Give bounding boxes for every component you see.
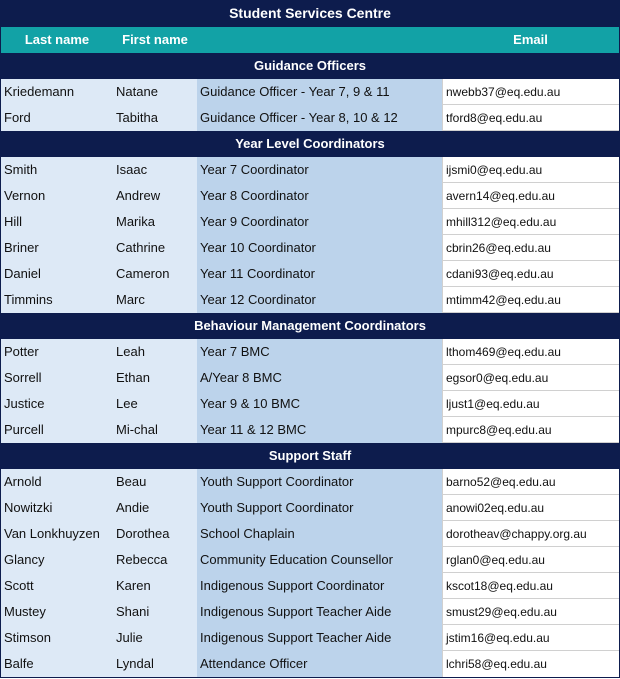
email-cell[interactable]: cdani93@eq.edu.au: [442, 261, 619, 287]
role-cell: Year 11 & 12 BMC: [197, 417, 442, 443]
table-row: [1, 79, 619, 105]
email-cell[interactable]: anowi02eq.edu.au: [442, 495, 619, 521]
email-cell[interactable]: avern14@eq.edu.au: [442, 183, 619, 209]
column-header-email: Email: [513, 32, 548, 47]
last-name-cell: Purcell: [1, 417, 113, 443]
first-name-cell: Marika: [113, 209, 197, 235]
section-heading: Support Staff: [1, 443, 619, 469]
table-row: [1, 391, 619, 417]
table-title: Student Services Centre: [1, 0, 619, 27]
section-heading: Guidance Officers: [1, 53, 619, 79]
table-row: [1, 573, 619, 599]
last-name-cell: Smith: [1, 157, 113, 183]
table-row: [1, 417, 619, 443]
first-name-cell: Andrew: [113, 183, 197, 209]
table-row: [1, 651, 619, 677]
role-cell: Indigenous Support Teacher Aide: [197, 599, 442, 625]
table-body: [1, 53, 619, 677]
role-cell: Community Education Counsellor: [197, 547, 442, 573]
last-name-cell: Hill: [1, 209, 113, 235]
table-row: [1, 365, 619, 391]
table-row: [1, 625, 619, 651]
email-cell[interactable]: ljust1@eq.edu.au: [442, 391, 619, 417]
first-name-cell: Julie: [113, 625, 197, 651]
role-cell: Youth Support Coordinator: [197, 469, 442, 495]
first-name-cell: Andie: [113, 495, 197, 521]
last-name-cell: Stimson: [1, 625, 113, 651]
email-cell[interactable]: mhill312@eq.edu.au: [442, 209, 619, 235]
last-name-cell: Mustey: [1, 599, 113, 625]
first-name-cell: Marc: [113, 287, 197, 313]
email-cell[interactable]: tford8@eq.edu.au: [442, 105, 619, 131]
email-cell[interactable]: mtimm42@eq.edu.au: [442, 287, 619, 313]
last-name-cell: Vernon: [1, 183, 113, 209]
last-name-cell: Kriedemann: [1, 79, 113, 105]
email-cell[interactable]: ijsmi0@eq.edu.au: [442, 157, 619, 183]
email-cell[interactable]: kscot18@eq.edu.au: [442, 573, 619, 599]
last-name-cell: Sorrell: [1, 365, 113, 391]
last-name-cell: Arnold: [1, 469, 113, 495]
email-cell[interactable]: lchri58@eq.edu.au: [442, 651, 619, 677]
role-cell: Guidance Officer - Year 8, 10 & 12: [197, 105, 442, 131]
role-cell: Year 10 Coordinator: [197, 235, 442, 261]
role-cell: School Chaplain: [197, 521, 442, 547]
first-name-cell: Tabitha: [113, 105, 197, 131]
first-name-cell: Lyndal: [113, 651, 197, 677]
table-row: [1, 157, 619, 183]
role-cell: Year 7 Coordinator: [197, 157, 442, 183]
email-cell[interactable]: lthom469@eq.edu.au: [442, 339, 619, 365]
role-cell: A/Year 8 BMC: [197, 365, 442, 391]
first-name-cell: Lee: [113, 391, 197, 417]
role-cell: Guidance Officer - Year 7, 9 & 11: [197, 79, 442, 105]
column-header-last-name: Last name: [24, 32, 90, 47]
last-name-cell: Scott: [1, 573, 113, 599]
role-cell: Indigenous Support Coordinator: [197, 573, 442, 599]
last-name-cell: Justice: [1, 391, 113, 417]
role-cell: Attendance Officer: [197, 651, 442, 677]
role-cell: Year 11 Coordinator: [197, 261, 442, 287]
email-cell[interactable]: egsor0@eq.edu.au: [442, 365, 619, 391]
column-header-row: [1, 27, 619, 53]
table-row: [1, 495, 619, 521]
last-name-cell: Van Lonkhuyzen: [1, 521, 113, 547]
table-row: [1, 599, 619, 625]
last-name-cell: Ford: [1, 105, 113, 131]
email-cell[interactable]: jstim16@eq.edu.au: [442, 625, 619, 651]
last-name-cell: Daniel: [1, 261, 113, 287]
role-cell: Year 9 & 10 BMC: [197, 391, 442, 417]
email-cell[interactable]: rglan0@eq.edu.au: [442, 547, 619, 573]
first-name-cell: Rebecca: [113, 547, 197, 573]
email-cell[interactable]: smust29@eq.edu.au: [442, 599, 619, 625]
table-row: [1, 339, 619, 365]
last-name-cell: Timmins: [1, 287, 113, 313]
first-name-cell: Dorothea: [113, 521, 197, 547]
table-row: [1, 183, 619, 209]
role-cell: Youth Support Coordinator: [197, 495, 442, 521]
table-row: [1, 209, 619, 235]
first-name-cell: Leah: [113, 339, 197, 365]
role-cell: Year 7 BMC: [197, 339, 442, 365]
role-cell: Year 12 Coordinator: [197, 287, 442, 313]
table-row: [1, 105, 619, 131]
email-cell[interactable]: dorotheav@chappy.org.au: [442, 521, 619, 547]
table-row: [1, 287, 619, 313]
email-cell[interactable]: barno52@eq.edu.au: [442, 469, 619, 495]
email-cell[interactable]: mpurc8@eq.edu.au: [442, 417, 619, 443]
table-row: [1, 235, 619, 261]
table-row: [1, 469, 619, 495]
first-name-cell: Ethan: [113, 365, 197, 391]
last-name-cell: Briner: [1, 235, 113, 261]
last-name-cell: Balfe: [1, 651, 113, 677]
last-name-cell: Nowitzki: [1, 495, 113, 521]
first-name-cell: Shani: [113, 599, 197, 625]
table-row: [1, 521, 619, 547]
first-name-cell: Isaac: [113, 157, 197, 183]
table-row: [1, 261, 619, 287]
table-row: [1, 547, 619, 573]
first-name-cell: Natane: [113, 79, 197, 105]
first-name-cell: Mi-chal: [113, 417, 197, 443]
section-heading: Year Level Coordinators: [1, 131, 619, 157]
first-name-cell: Beau: [113, 469, 197, 495]
column-header-first-name: First name: [122, 32, 188, 47]
email-cell[interactable]: cbrin26@eq.edu.au: [442, 235, 619, 261]
role-cell: Indigenous Support Teacher Aide: [197, 625, 442, 651]
role-cell: Year 9 Coordinator: [197, 209, 442, 235]
email-cell[interactable]: nwebb37@eq.edu.au: [442, 79, 619, 105]
first-name-cell: Karen: [113, 573, 197, 599]
first-name-cell: Cathrine: [113, 235, 197, 261]
column-header-role: [197, 27, 442, 53]
last-name-cell: Potter: [1, 339, 113, 365]
last-name-cell: Glancy: [1, 547, 113, 573]
section-heading: Behaviour Management Coordinators: [1, 313, 619, 339]
role-cell: Year 8 Coordinator: [197, 183, 442, 209]
first-name-cell: Cameron: [113, 261, 197, 287]
